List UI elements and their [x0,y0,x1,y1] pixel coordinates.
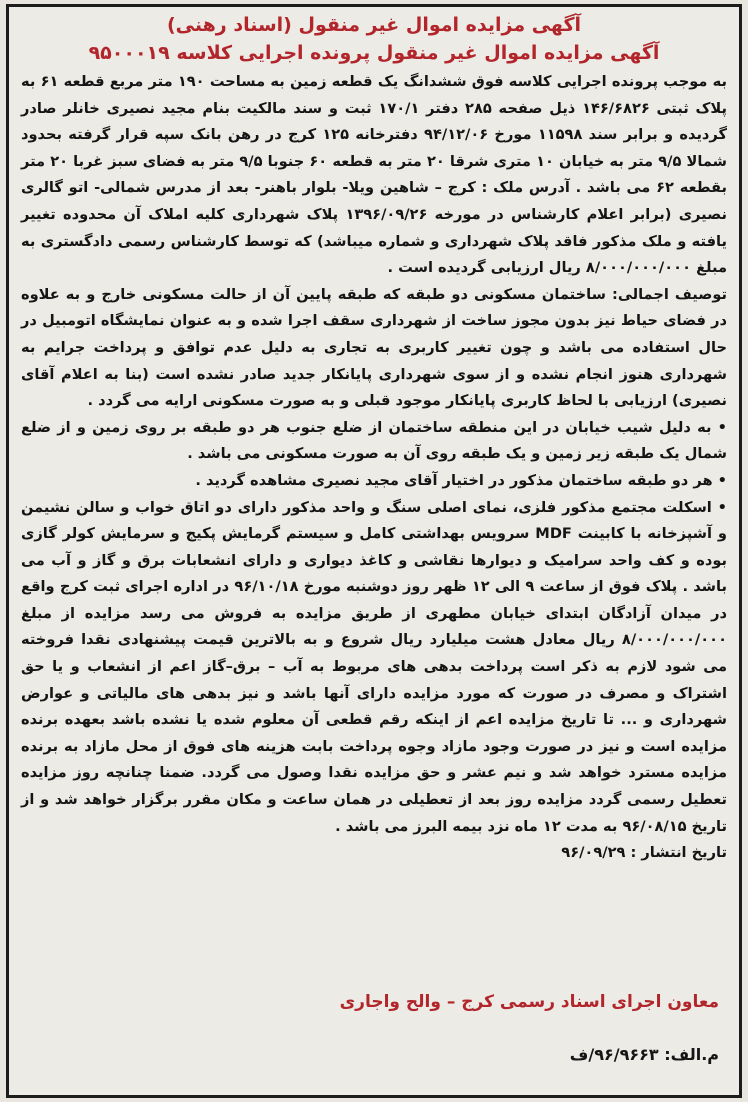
bullet-structure-auction: • اسکلت مجتمع مذکور فلزی، نمای اصلی سنگ و واحد مذکور دارای دو اتاق خواب و سالن نشیمن و آشپزخانه با کابینت MDF سرویس بهداشتی کامل و سیستم گرمایش پکیج و سرمایش کولر گازی بوده و کف واحد سرامیک و دیوارها نقاشی و کاغذ دیواری و دارای انشعابات برق و گاز و آب می باشد . پلاک فوق از ساعت ۹ الی ۱۲ ظهر روز دوشنبه مورخ ۹۶/۱۰/۱۸ در اداره اجرای ثبت کرج واقع در میدان آزادگان ابتدای خیابان مطهری از طریق مزایده به فروش می رسد مزایده از مبلغ ۸/۰۰۰/۰۰۰/۰۰۰ ریال معادل هشت میلیارد ریال شروع و به بالاترین قیمت پیشنهادی نقدا فروخته می شود لازم به ذکر است پرداخت بدهی های مربوط به آب – برق–گاز اعم از انشعاب و یا حق اشتراک و مصرف در صورت که مورد مزایده دارای آنها باشد و نیز بدهی های مالیاتی و عوارض شهرداری و ... تا تاریخ مزایده اعم از اینکه رقم قطعی آن معلوم شده یا نشده باشد بعهده برنده مزایده است و نیز در صورت وجود مازاد وجوه پرداخت بابت هزینه های فوق از محل مازاد به برنده مزایده مسترد خواهد شد و نیم عشر و حق مزایده نقدا وصول می گردد. ضمنا چنانچه روز مزایده تعطیل رسمی گردد مزایده روز بعد از تعطیلی در همان ساعت و مکان مقرر برگزار خواهد شد و از تاریخ ۹۶/۰۸/۱۵ به مدت ۱۲ ماه نزد بیمه البرز می باشد . [21,495,727,841]
bullet-occupancy: • هر دو طبقه ساختمان مذکور در اختیار آقای مجید نصیری مشاهده گردید . [21,468,727,495]
case-title: آگهی مزایده اموال غیر منقول پرونده اجرایی کلاسه ۹۵۰۰۰۱۹ [88,42,660,64]
main-title: آگهی مزایده اموال غیر منقول (اسناد رهنی) [166,14,582,36]
advertisement-body [9,67,739,867]
advertisement-frame [6,4,742,1098]
signature: معاون اجرای اسناد رسمی کرج – والح واجاری [339,992,719,1012]
bullet-slope: • به دلیل شیب خیابان در این منطقه ساختمان از ضلع جنوب هر دو طبقه بر روی زمین و از ضلع شمال یک طبقه زیر زمین و یک طبقه روی آن به صورت مسکونی می باشد . [21,415,727,468]
description-paragraph: توصیف اجمالی: ساختمان مسکونی دو طبقه که طبقه پایین آن از حالت مسکونی خارج و به علاوه در فضای حیاط نیز بدون مجوز ساخت از شهرداری سقف اجرا شده و به عنوان نمایشگاه اتومبیل در حال استفاده می باشد و چون تغییر کاربری به تجاری به دلیل عدم توافق و پرداخت جرایم به شهرداری هنوز انجام نشده و از سوی شهرداری پایانکار جدید صادر نشده است (بنا به اعلام آقای نصیری) ارزیابی با لحاظ کاربری پایانکار موجود قبلی و به صورت مسکونی ارایه می گردد . [21,285,727,410]
publish-date: تاریخ انتشار : ۹۶/۰۹/۲۹ [561,844,727,862]
header [9,11,739,67]
intro-paragraph: به موجب پرونده اجرایی کلاسه فوق ششدانگ یک قطعه زمین به مساحت ۱۹۰ متر مربع قطعه ۶۱ به پلاک ثبتی ۱۴۶/۶۸۲۶ ذیل صفحه ۲۸۵ دفتر ۱۷۰/۱ ثبت و سند مالکیت بنام مجید نصیری خانلر صادر گردیده و برابر سند ۱۱۵۹۸ مورخ ۹۴/۱۲/۰۶ دفترخانه ۱۲۵ کرج در رهن بانک سپه قرار گرفته بحدود شمالا ۹/۵ متر به خیابان ۱۰ متری شرقا ۲۰ متر به قطعه ۶۰ جنوبا ۹/۵ متر به فضای سبز غربا ۲۰ متر بقطعه ۶۲ می باشد . آدرس ملک : کرج – شاهین ویلا- بلوار باهنر- بعد از مدرس شمالی- اتو گالری نصیری (برابر اعلام کارشناس در مورخه ۱۳۹۶/۰۹/۲۶ پلاک شهرداری کلیه املاک آن محدوده تغییر یافته و ملک مذکور فاقد پلاک شهرداری و شماره میباشد) که توسط کارشناس رسمی دادگستری به مبلغ ۸/۰۰۰/۰۰۰/۰۰۰ ریال ارزیابی گردیده است . [21,73,728,277]
reference-number: م.الف: ۹۶/۹۶۶۳/ف [569,1045,719,1064]
